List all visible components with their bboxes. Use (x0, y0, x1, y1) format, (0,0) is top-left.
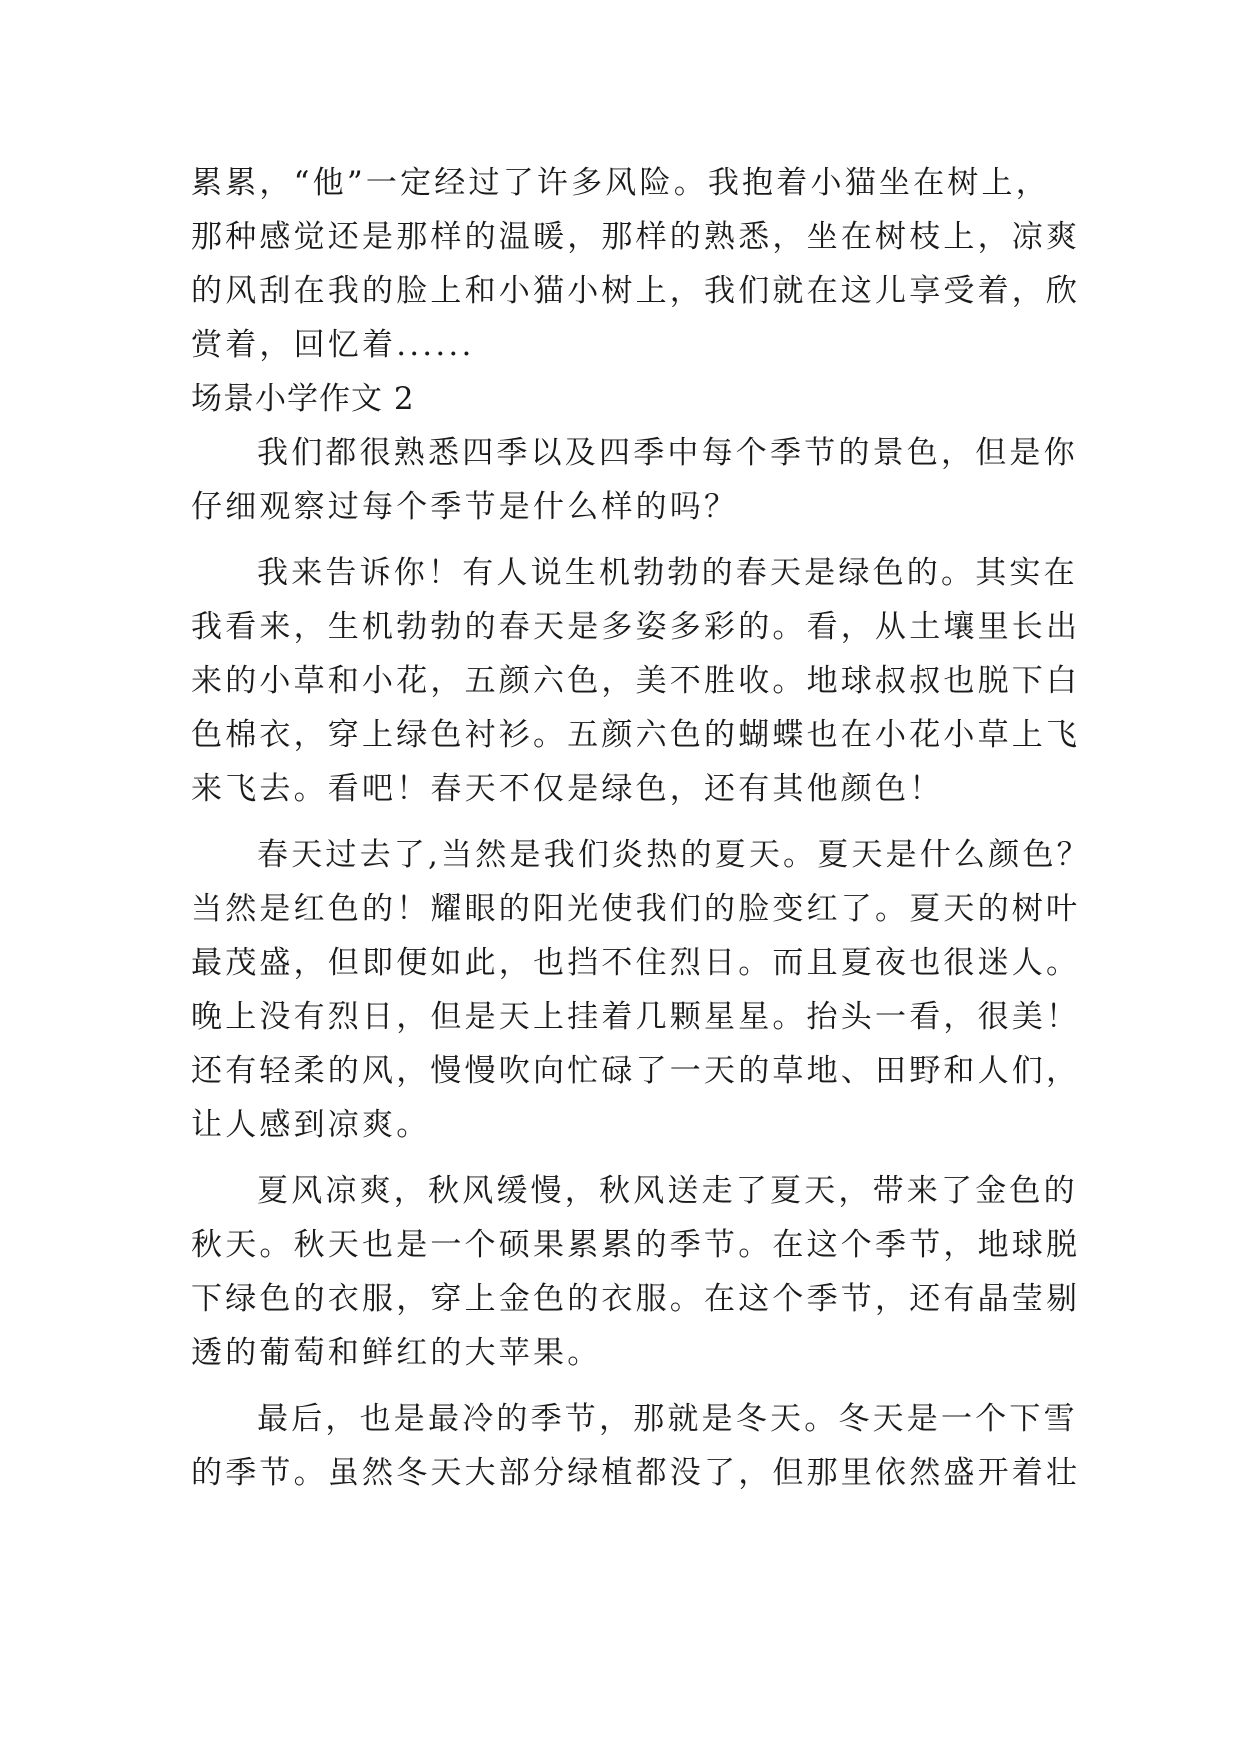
text-line: 累累，“他”一定经过了许多风险。我抱着小猫坐在树上， (191, 165, 1050, 201)
paragraph (191, 828, 1091, 1152)
text-line: 下绿色的衣服，穿上金色的衣服。在这个季节，还有晶莹剔 (191, 1281, 1081, 1317)
text-line: 来飞去。看吧！春天不仅是绿色，还有其他颜色！ (191, 771, 944, 807)
text-line: 当然是红色的！耀眼的阳光使我们的脸变红了。夏天的树叶 (191, 891, 1081, 927)
text-line: 透的葡萄和鲜红的大苹果。 (191, 1335, 602, 1371)
text-line: 我们都很熟悉四季以及四季中每个季节的景色，但是你 (257, 435, 1078, 471)
text-line: 我看来，生机勃勃的春天是多姿多彩的。看，从土壤里长出 (191, 609, 1081, 645)
text-line: 仔细观察过每个季节是什么样的吗？ (191, 489, 739, 525)
text-line: 色棉衣，穿上绿色衬衫。五颜六色的蝴蝶也在小花小草上飞 (191, 717, 1081, 753)
text-line: 最后，也是最冷的季节，那就是冬天。冬天是一个下雪 (257, 1401, 1078, 1437)
text-line: 春天过去了,当然是我们炎热的夏天。夏天是什么颜色？ (257, 837, 1091, 873)
paragraph (191, 546, 1081, 816)
paragraph (191, 1392, 1081, 1500)
text-line: 的风刮在我的脸上和小猫小树上，我们就在这儿享受着，欣 (191, 273, 1081, 309)
paragraph (191, 426, 1078, 534)
text-line: 夏风凉爽，秋风缓慢，秋风送走了夏天，带来了金色的 (257, 1173, 1078, 1209)
text-line: 秋天。秋天也是一个硕果累累的季节。在这个季节，地球脱 (191, 1227, 1081, 1263)
text-line: 最茂盛，但即便如此，也挡不住烈日。而且夏夜也很迷人。 (191, 945, 1081, 981)
document-body (191, 156, 1091, 1500)
text-line: 来的小草和小花，五颜六色，美不胜收。地球叔叔也脱下白 (191, 663, 1081, 699)
text-line: 晚上没有烈日，但是天上挂着几颗星星。抬头一看，很美！ (191, 999, 1081, 1035)
text-line: 我来告诉你！有人说生机勃勃的春天是绿色的。其实在 (257, 555, 1078, 591)
continuation-paragraph (191, 156, 1081, 372)
section-title: 场景小学作文 2 (191, 381, 415, 417)
text-line: 让人感到凉爽。 (191, 1107, 431, 1143)
text-line: 赏着，回忆着...... (191, 327, 475, 363)
text-line: 那种感觉还是那样的温暖，那样的熟悉，坐在树枝上，凉爽 (191, 219, 1081, 255)
paragraph (191, 1164, 1081, 1380)
text-line: 的季节。虽然冬天大部分绿植都没了，但那里依然盛开着壮 (191, 1455, 1081, 1491)
text-line: 还有轻柔的风，慢慢吹向忙碌了一天的草地、田野和人们， (191, 1053, 1081, 1089)
